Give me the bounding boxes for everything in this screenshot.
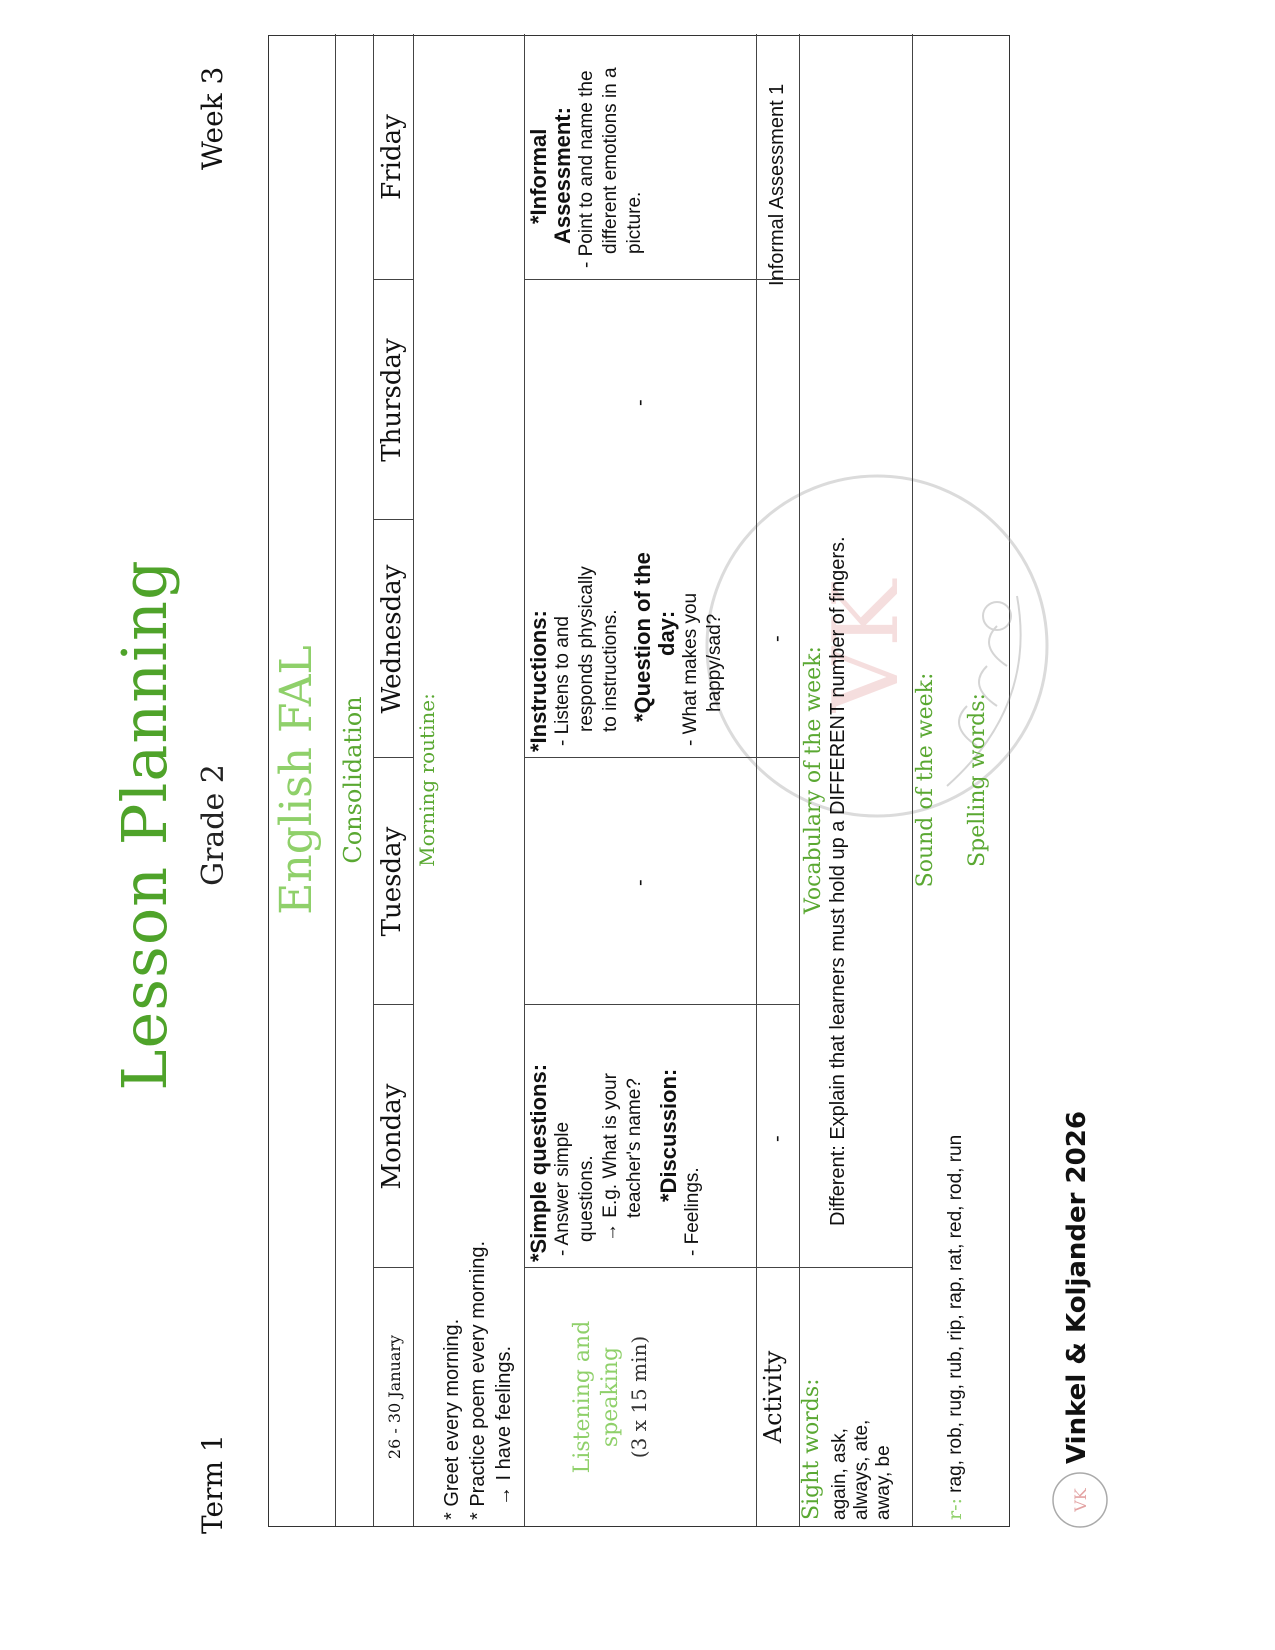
day-thursday: Thursday [377,338,407,462]
day-friday: Friday [377,114,407,200]
sight-words-line: away, be [873,1445,894,1520]
listening-speaking-label [569,1268,653,1526]
vocabulary-label: Vocabulary of the week: [801,646,826,914]
morning-item: * Greet every morning. [441,1318,463,1520]
cell-line: - Answer simple [552,1121,573,1256]
cell-heading: *Question of the [630,552,655,722]
sight-words-line: always, ate, [851,1419,872,1520]
friday-listening-cell [527,36,647,274]
svg-text:VK: VK [814,579,919,713]
friday-activity: Informal Assessment 1 [766,83,788,286]
sound-prefix: r-: [944,1498,966,1520]
ls-time: (3 x 15 min) [627,1335,651,1459]
cell-heading: *Discussion: [656,1068,681,1202]
cell-heading: day: [654,610,679,656]
cell-line: teacher's name? [624,1078,645,1218]
tuesday-listening-dash: - [629,879,651,886]
cell-line: responds physically [576,566,597,732]
day-tuesday: Tuesday [377,826,407,937]
morning-routine-label: Morning routine: [415,693,439,867]
date-range: 26 - 30 January [385,1334,404,1460]
brand-logo-icon [1050,1470,1110,1530]
footer-credit: Vinkel & Koljander 2026 [1062,1111,1092,1464]
activity-label: Activity [759,1350,787,1444]
sound-word-list: rag, rob, rug, rub, rip, rap, rat, red, rod, run [945,1134,966,1499]
cell-line: - Point to and name the [576,70,597,268]
wednesday-activity-dash: - [766,635,788,642]
ls-label-line1: Listening and [570,1320,595,1474]
monday-activity-dash: - [766,1135,788,1142]
term-label: Term 1 [196,1434,229,1534]
sight-words-label: Sight words: [799,1378,824,1520]
cell-line: - What makes you [680,592,701,746]
cell-line: → E.g. What is your [600,1073,621,1242]
cell-line: to instructions. [600,609,621,732]
vocabulary-text: Different: Explain that learners must hold up a DIFFERENT number of fingers. [827,536,849,1226]
morning-item: → I have feelings. [493,1345,515,1506]
lesson-table [268,35,1010,1527]
cell-line: - Listens to and [552,616,573,746]
thursday-listening-dash: - [629,399,651,406]
spelling-label: Spelling words: [965,693,990,867]
wednesday-listening-cell [527,522,727,752]
cell-line: questions. [576,1155,597,1242]
svg-text:VK: VK [1071,1488,1090,1512]
cell-heading: *Simple questions: [526,1063,551,1262]
sound-label: Sound of the week: [913,672,938,888]
watermark-logo [697,466,1057,826]
sight-words-line: again, ask, [829,1428,850,1520]
morning-routine-items [439,1241,517,1520]
grade-label: Grade 2 [196,764,231,886]
focus-title: Consolidation [339,696,367,864]
morning-item: * Practice poem every morning. [467,1240,489,1520]
subject-title: English FAL [271,645,322,915]
monday-listening-cell [527,1007,705,1262]
day-wednesday: Wednesday [377,564,407,714]
cell-heading: *Informal [526,128,551,224]
page-title: Lesson Planning [108,559,181,1091]
sound-words [944,1135,967,1520]
ls-label-line2: speaking [598,1346,623,1448]
cell-line: - Feelings. [682,1167,703,1256]
week-label: Week 3 [196,66,229,170]
cell-line: different emotions in a [600,67,621,254]
cell-line: picture. [624,191,645,254]
cell-heading: *Instructions: [526,610,551,752]
sight-words-list [829,1280,895,1520]
day-monday: Monday [377,1083,407,1190]
cell-heading: Assessment: [550,107,575,244]
cell-line: happy/sad? [704,613,725,712]
